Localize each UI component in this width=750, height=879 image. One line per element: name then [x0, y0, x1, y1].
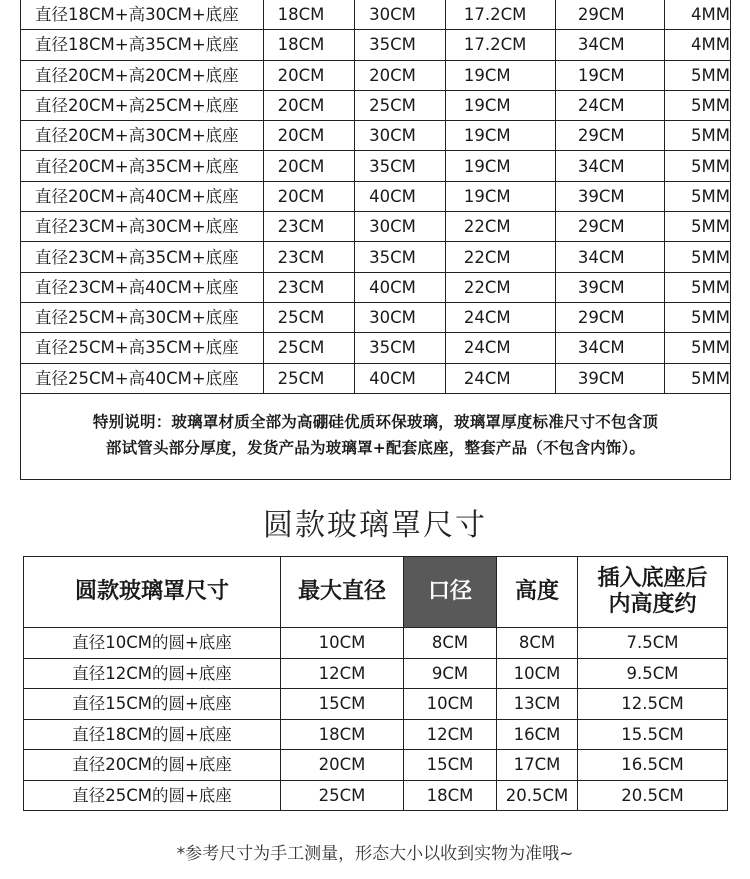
table-cell: 29CM [555, 0, 664, 30]
table-cell: 39CM [555, 181, 664, 211]
table-cell: 5MM [665, 90, 731, 120]
round-cover-size-table-body [24, 628, 728, 811]
table-cell: 40CM [355, 272, 446, 302]
table-cell: 15CM [281, 689, 404, 720]
table-row [24, 719, 728, 750]
table-cell: 18CM [281, 719, 404, 750]
table-cell: 30CM [355, 0, 446, 30]
table-row [24, 780, 728, 811]
table-cell: 15CM [404, 750, 497, 781]
table-cell: 25CM [263, 363, 355, 393]
table-cell: 16CM [497, 719, 578, 750]
section-title: 圆款玻璃罩尺寸 [263, 508, 487, 543]
header-inner-height-line-2: 内高度约 [608, 592, 697, 617]
table-row [24, 628, 728, 659]
table-cell: 25CM [355, 90, 446, 120]
table-cell: 17.2CM [445, 0, 555, 30]
table-row [21, 181, 731, 211]
table-row [21, 212, 731, 242]
table-cell: 24CM [445, 302, 555, 332]
table-cell: 35CM [355, 151, 446, 181]
table-cell: 直径25CM+高35CM+底座 [21, 333, 264, 363]
table-cell: 25CM [263, 302, 355, 332]
table-row [24, 689, 728, 720]
table-cell: 24CM [555, 90, 664, 120]
table-header-row [24, 557, 728, 628]
table-cell: 19CM [445, 121, 555, 151]
table-cell: 18CM [263, 0, 355, 30]
table-cell: 直径20CM+高30CM+底座 [21, 121, 264, 151]
table-row [21, 0, 731, 30]
table-cell: 12CM [404, 719, 497, 750]
table-cell: 9CM [404, 658, 497, 689]
table-row [21, 30, 731, 60]
table-cell: 24CM [445, 333, 555, 363]
table-cell: 40CM [355, 181, 446, 211]
table-cell: 20CM [263, 60, 355, 90]
table-cell: 5MM [665, 151, 731, 181]
table-cell: 20CM [263, 151, 355, 181]
table-row [21, 121, 731, 151]
table-cell: 直径25CM+高40CM+底座 [21, 363, 264, 393]
table-cell: 9.5CM [578, 658, 728, 689]
table-cell: 30CM [355, 302, 446, 332]
table-cell: 12.5CM [578, 689, 728, 720]
table-cell: 22CM [445, 242, 555, 272]
table-cell: 30CM [355, 121, 446, 151]
table-cell: 19CM [445, 151, 555, 181]
table-cell: 直径20CM的圆+底座 [24, 750, 281, 781]
table-cell: 25CM [281, 780, 404, 811]
table-cell: 直径12CM的圆+底座 [24, 658, 281, 689]
table-cell: 8CM [404, 628, 497, 659]
table-cell: 5MM [665, 242, 731, 272]
table-cell: 直径10CM的圆+底座 [24, 628, 281, 659]
table-cell: 35CM [355, 242, 446, 272]
header-opening-diameter: 口径 [404, 557, 497, 628]
footer-note: *参考尺寸为手工测量，形态大小以收到实物为准哦~ [176, 844, 574, 864]
table-cell: 34CM [555, 30, 664, 60]
table-cell: 16.5CM [578, 750, 728, 781]
table-cell: 23CM [263, 242, 355, 272]
table-cell: 30CM [355, 212, 446, 242]
table-row [21, 151, 731, 181]
table-cell: 4MM [665, 0, 731, 30]
table-cell: 直径20CM+高40CM+底座 [21, 181, 264, 211]
table-cell: 34CM [555, 333, 664, 363]
table-cell: 直径18CM+高30CM+底座 [21, 0, 264, 30]
rect-cover-size-table [20, 0, 731, 394]
table-row [21, 363, 731, 393]
table-cell: 直径20CM+高20CM+底座 [21, 60, 264, 90]
table-row [21, 242, 731, 272]
header-round-size: 圆款玻璃罩尺寸 [24, 557, 281, 628]
table-cell: 10CM [281, 628, 404, 659]
table-cell: 23CM [263, 212, 355, 242]
table-cell: 5MM [665, 60, 731, 90]
table-cell: 34CM [555, 242, 664, 272]
table-cell: 5MM [665, 363, 731, 393]
table-cell: 5MM [665, 121, 731, 151]
table-cell: 5MM [665, 272, 731, 302]
table-row [21, 60, 731, 90]
table-cell: 13CM [497, 689, 578, 720]
table-cell: 直径20CM+高35CM+底座 [21, 151, 264, 181]
table-cell: 20.5CM [497, 780, 578, 811]
table-cell: 直径15CM的圆+底座 [24, 689, 281, 720]
table-cell: 5MM [665, 212, 731, 242]
table-cell: 直径25CM+高30CM+底座 [21, 302, 264, 332]
table-cell: 20.5CM [578, 780, 728, 811]
table-cell: 39CM [555, 272, 664, 302]
table-cell: 18CM [404, 780, 497, 811]
table-cell: 23CM [263, 272, 355, 302]
table-cell: 39CM [555, 363, 664, 393]
round-cover-size-table [23, 556, 728, 811]
table-cell: 8CM [497, 628, 578, 659]
table-cell: 17.2CM [445, 30, 555, 60]
table-cell: 29CM [555, 302, 664, 332]
table-row [24, 658, 728, 689]
table-cell: 29CM [555, 121, 664, 151]
table-cell: 20CM [355, 60, 446, 90]
table-cell: 5MM [665, 181, 731, 211]
table-cell: 15.5CM [578, 719, 728, 750]
table-cell: 5MM [665, 333, 731, 363]
header-inner-height [578, 557, 728, 628]
table-cell: 20CM [281, 750, 404, 781]
table-cell: 29CM [555, 212, 664, 242]
table-cell: 35CM [355, 30, 446, 60]
table-cell: 20CM [263, 90, 355, 120]
table-cell: 20CM [263, 121, 355, 151]
header-inner-height-line-1: 插入底座后 [597, 566, 708, 591]
special-note-line-2: 部试管头部分厚度，发货产品为玻璃罩+配套底座，整套产品（不包含内饰）。 [105, 439, 646, 457]
table-cell: 17CM [497, 750, 578, 781]
table-cell: 24CM [445, 363, 555, 393]
table-cell: 直径23CM+高40CM+底座 [21, 272, 264, 302]
table-row [21, 90, 731, 120]
special-note-box [20, 391, 731, 480]
table-cell: 直径18CM的圆+底座 [24, 719, 281, 750]
table-cell: 34CM [555, 151, 664, 181]
table-row [21, 302, 731, 332]
table-cell: 10CM [497, 658, 578, 689]
table-cell: 直径25CM的圆+底座 [24, 780, 281, 811]
header-height: 高度 [497, 557, 578, 628]
table-cell: 35CM [355, 333, 446, 363]
table-cell: 19CM [555, 60, 664, 90]
table-row [21, 272, 731, 302]
table-cell: 22CM [445, 212, 555, 242]
table-cell: 7.5CM [578, 628, 728, 659]
table-cell: 20CM [263, 181, 355, 211]
table-cell: 直径20CM+高25CM+底座 [21, 90, 264, 120]
table-cell: 19CM [445, 181, 555, 211]
table-cell: 40CM [355, 363, 446, 393]
table-cell: 5MM [665, 302, 731, 332]
table-cell: 10CM [404, 689, 497, 720]
table-cell: 直径23CM+高35CM+底座 [21, 242, 264, 272]
rect-cover-size-table-body [21, 0, 731, 393]
table-cell: 直径23CM+高30CM+底座 [21, 212, 264, 242]
table-cell: 12CM [281, 658, 404, 689]
special-note-line-1: 特别说明：玻璃罩材质全部为高硼硅优质环保玻璃，玻璃罩厚度标准尺寸不包含顶 [92, 413, 659, 431]
table-row [24, 750, 728, 781]
table-cell: 4MM [665, 30, 731, 60]
table-cell: 直径18CM+高35CM+底座 [21, 30, 264, 60]
table-row [21, 333, 731, 363]
table-cell: 19CM [445, 60, 555, 90]
header-max-diameter: 最大直径 [281, 557, 404, 628]
table-cell: 19CM [445, 90, 555, 120]
table-cell: 18CM [263, 30, 355, 60]
table-cell: 25CM [263, 333, 355, 363]
table-cell: 22CM [445, 272, 555, 302]
